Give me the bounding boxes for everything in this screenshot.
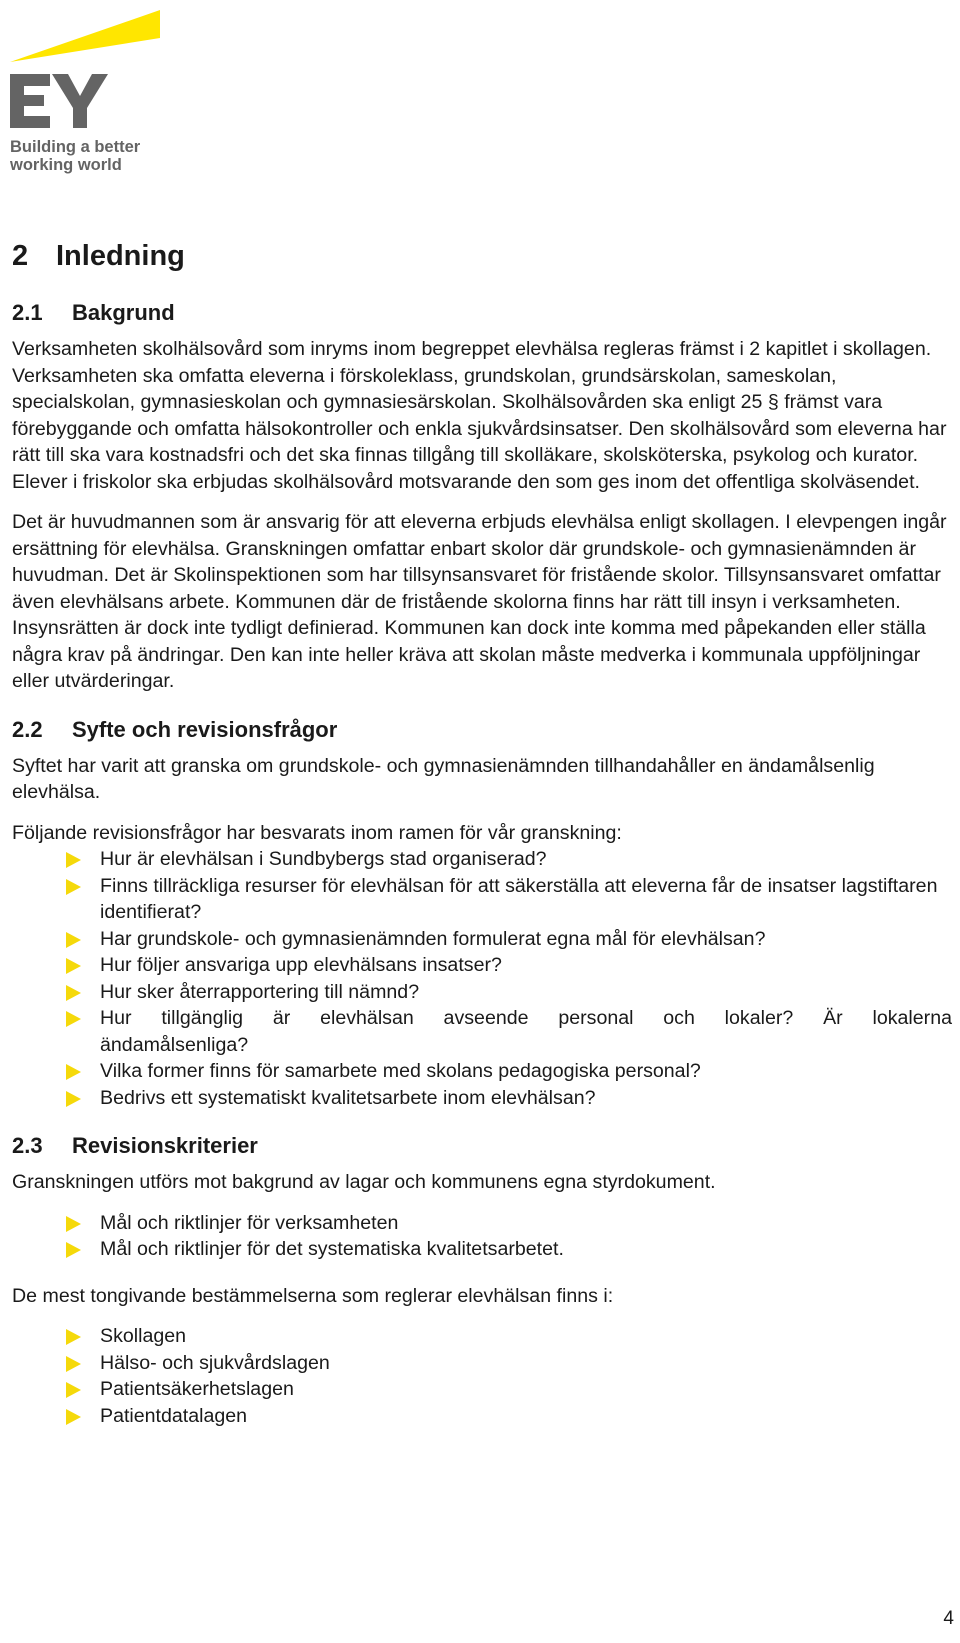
lagar-list (12, 1323, 952, 1429)
list-item: Hur tillgänglig är elevhälsan avseende personal och lokaler? Är lokalerna ändamålsenliga? (12, 1005, 952, 1058)
arrow-bullet-icon (66, 1091, 81, 1107)
heading-bakgrund (12, 298, 952, 328)
heading-inledning (12, 236, 952, 276)
list-item: Har grundskole- och gymnasienämnden formulerat egna mål för elevhälsan? (12, 926, 952, 953)
section-title: Syfte och revisionsfrågor (72, 716, 338, 742)
heading-title: Inledning (56, 240, 185, 272)
arrow-bullet-icon (66, 879, 81, 895)
list-item: Vilka former finns för samarbete med skolans pedagogiska personal? (12, 1058, 952, 1085)
arrow-bullet-icon (66, 1409, 81, 1425)
list-item: Patientsäkerhetslagen (12, 1376, 952, 1403)
ey-logo-beam (10, 10, 160, 62)
list-item: Hur sker återrapportering till nämnd? (12, 979, 952, 1006)
arrow-bullet-icon (66, 1216, 81, 1232)
list-item: Mål och riktlinjer för verksamheten (12, 1210, 952, 1237)
ey-logo-letters (10, 74, 108, 128)
section-number: 2.3 (12, 1133, 43, 1158)
list-item: Hälso- och sjukvårdslagen (12, 1350, 952, 1377)
arrow-bullet-icon (66, 958, 81, 974)
ey-logo (10, 4, 160, 174)
revisionsfragor-intro: Följande revisionsfrågor har besvarats inom ramen för vår granskning: (12, 821, 622, 844)
section-number: 2.2 (12, 716, 43, 742)
list-item: Hur följer ansvariga upp elevhälsans insatser? (12, 952, 952, 979)
arrow-bullet-icon (66, 985, 81, 1001)
arrow-bullet-icon (66, 1064, 81, 1080)
section-title: Revisionskriterier (72, 1133, 258, 1158)
arrow-bullet-icon (66, 852, 81, 868)
arrow-bullet-icon (66, 932, 81, 948)
arrow-bullet-icon (66, 1011, 81, 1027)
list-item: Finns tillräckliga resurser för elevhälsan för att säkerställa att eleverna får de insatser lagstiftaren identifierat? (12, 873, 952, 926)
heading-revisionskriterier (12, 1131, 952, 1161)
bakgrund-paragraph-1: Verksamheten skolhälsovård som inryms inom begreppet elevhälsa regleras främst i 2 kapitlet i skollagen. Verksamheten ska omfatta eleverna i förskoleklass, grundskolan, grundsärskolan, sameskolan, specialskolan, gymnasieskolan och gymnasiesärskolan. Skolhälsovården ska enligt 25 § främst vara förebyggande och omfatta hälsokontroller och enkla sjukvårdsinsatser. Den skolhälsovård som eleverna har rätt till ska vara kostnadsfri och det ska finnas tillgång till skolläkare, skolsköterska, psykolog och kurator. Elever i friskolor ska erbjudas skolhälsovård motsvarande den som ges inom det offentliga skolväsendet. (12, 338, 947, 493)
arrow-bullet-icon (66, 1329, 81, 1345)
bakgrund-paragraph-2: Det är huvudmannen som är ansvarig för att eleverna erbjuds elevhälsa enligt skollagen. I elevpengen ingår ersättning för elevhälsa. Granskningen omfattar enbart skolor där grundskole- och gymnasienämnden är huvudman. Det är Skolinspektionen som har tillsynsansvaret för fristående skolor. Tillsynsansvaret omfattar även elevhälsans arbete. Kommunen där de fristående skolorna finns har rätt till insyn i verksamheten. Insynsrätten är dock inte tydligt definierad. Kommunen kan dock inte komma med påpekanden eller ställa några krav på ändringar. Den kan inte heller kräva att skolan måste medverka i kommunala uppföljningar eller utvärderingar. (12, 511, 947, 692)
arrow-bullet-icon (66, 1356, 81, 1372)
heading-syfte (12, 715, 952, 745)
section-title: Bakgrund (72, 300, 175, 325)
kriterier-list (12, 1210, 952, 1263)
arrow-bullet-icon (66, 1242, 81, 1258)
page-number: 4 (943, 1608, 954, 1629)
list-item: Bedrivs ett systematiskt kvalitetsarbete inom elevhälsan? (12, 1085, 952, 1112)
list-item: Hur är elevhälsan i Sundbybergs stad organiserad? (12, 846, 952, 873)
list-item: Patientdatalagen (12, 1403, 952, 1430)
section-number: 2.1 (12, 300, 43, 325)
revisionsfragor-list (12, 846, 952, 1111)
revisionskriterier-paragraph: Granskningen utförs mot bakgrund av lagar och kommunens egna styrdokument. (12, 1171, 716, 1193)
logo-tagline-2: working world (10, 156, 122, 174)
list-item: Mål och riktlinjer för det systematiska kvalitetsarbetet. (12, 1236, 952, 1263)
heading-number: 2 (12, 240, 29, 272)
bestammelser-intro: De mest tongivande bestämmelserna som reglerar elevhälsan finns i: (12, 1284, 614, 1307)
list-item: Skollagen (12, 1323, 952, 1350)
arrow-bullet-icon (66, 1382, 81, 1398)
logo-tagline-1: Building a better (10, 138, 141, 156)
syfte-paragraph: Syftet har varit att granska om grundskole- och gymnasienämnden tillhandahåller en ändamålsenlig elevhälsa. (12, 754, 875, 803)
document-page (12, 236, 952, 1429)
